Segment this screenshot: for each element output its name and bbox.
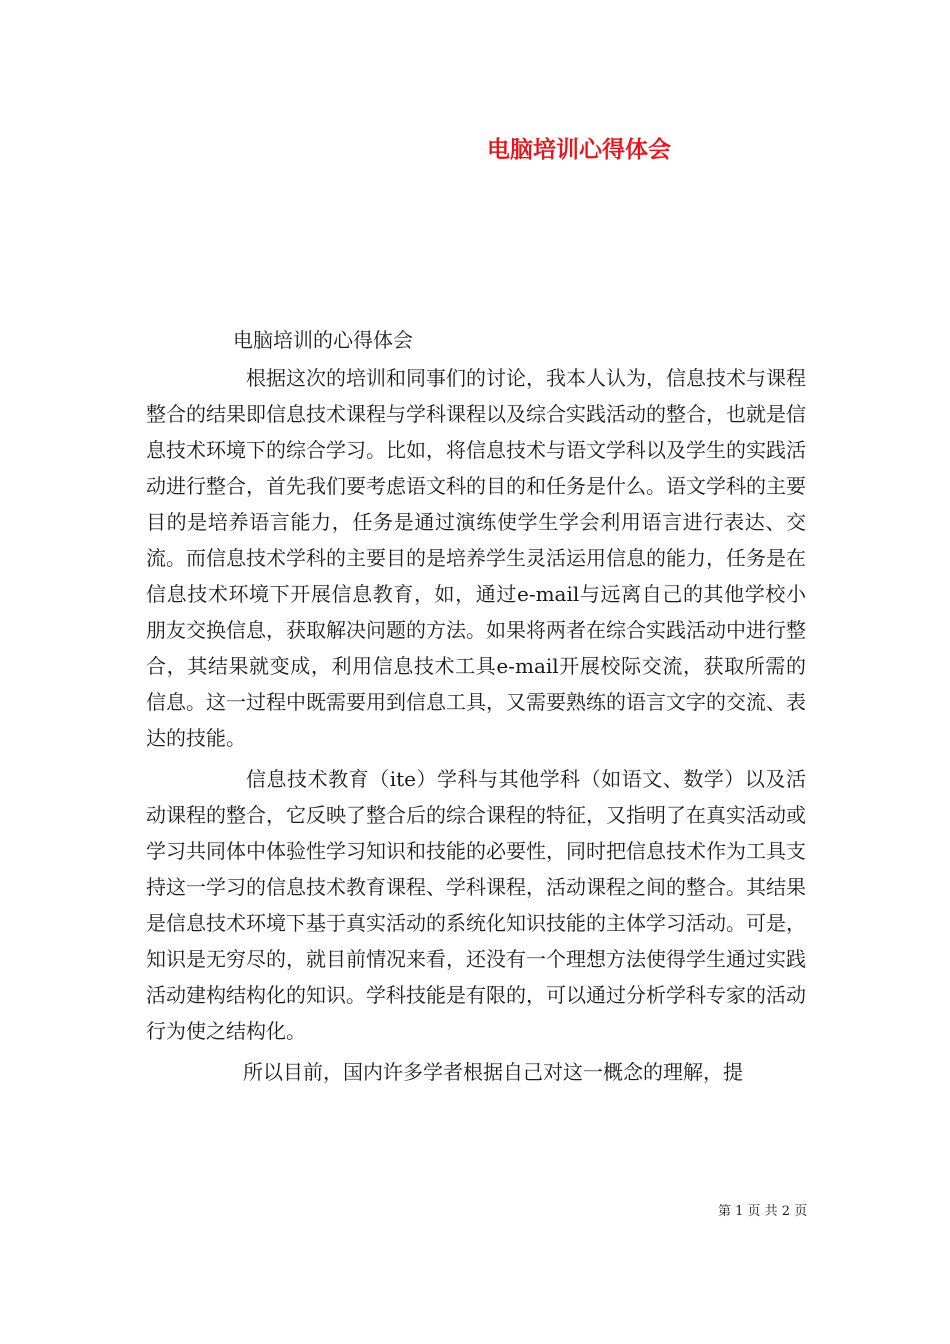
paragraph-3: 所以目前，国内许多学者根据自己对这一概念的理解，提: [243, 1060, 743, 1084]
document-subtitle: 电脑培训的心得体会: [233, 328, 413, 352]
paragraph-1: 根据这次的培训和同事们的讨论，我本人认为，信息技术与课程整合的结果即信息技术课程与学科课程以及综合实践活动的整合，也就是信息技术环境下的综合学习。比如，将信息技术与语文学科以及学生的实践活动进行整合，首先我们要考虑语文科的目的和任务是什么。语文学科的主要目的是培养语言能力，任务是通过演练使学生学会利用语言进行表达、交流。而信息技术学科的主要目的是培养学生灵活运用信息的能力，任务是在信息技术环境下开展信息教育，如，通过e-mail与远离自己的其他学校小朋友交换信息，获取解决问题的方法。如果将两者在综合实践活动中进行整合，其结果就变成，利用信息技术工具e-mail开展校际交流，获取所需的信息。这一过程中既需要用到信息工具，又需要熟练的语言文字的交流、表达的技能。: [146, 366, 806, 750]
paragraph-2: 信息技术教育（ite）学科与其他学科（如语文、数学）以及活动课程的整合，它反映了整合后的综合课程的特征，又指明了在真实活动或学习共同体中体验性学习知识和技能的必要性，同时把信息技术作为工具支持这一学习的信息技术教育课程、学科课程，活动课程之间的整合。其结果是信息技术环境下基于真实活动的系统化知识技能的主体学习活动。可是，知识是无穷尽的，就目前情况来看，还没有一个理想方法使得学生通过实践活动建构结构化的知识。学科技能是有限的，可以通过分析学科专家的活动行为使之结构化。: [146, 767, 806, 1043]
document-body: [146, 360, 806, 1090]
page-number-footer: 第 1 页 共 2 页: [718, 1204, 808, 1219]
page-title: 电脑培训心得体会: [487, 136, 671, 163]
